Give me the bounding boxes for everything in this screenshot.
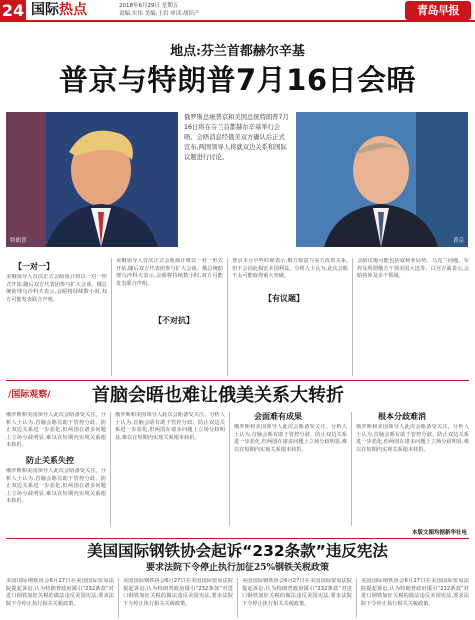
photo-putin — [296, 112, 468, 247]
section-highlight: 热点 — [59, 2, 87, 18]
photo-band — [6, 112, 468, 247]
column-divider — [227, 258, 228, 376]
story2-left-title: 防止关系失控 — [26, 456, 74, 465]
story1-section-2-title: 【不对抗】 — [154, 316, 194, 325]
story3-text-1: 美国国际钢铁协会6月27日在美国国际贸易法院提起诉讼,认为特朗普政府援引“232条款”对进口钢铁加征关税的做法违反美国宪法,要求法院下令停止执行相关关税政策。 — [6, 578, 114, 607]
story2-tag: /国际观察/ — [8, 390, 51, 400]
story1-section-1-title: 【一对一】 — [14, 262, 54, 271]
story1-section-1-text: 美俄领导人首次正式会晤预计将以一对一形式开始,随后双方代表团参与扩大会谈。俄总统助理乌沙科夫表示,会晤将持续数小时,双方可能发表联合声明。 — [6, 274, 107, 303]
column-divider — [111, 258, 112, 376]
putin-portrait-icon — [296, 112, 468, 247]
story2-byline: 本版文图均据新华社电 — [411, 530, 467, 536]
column-divider — [110, 412, 111, 526]
story3-text-3: 美国国际钢铁协会6月27日在美国国际贸易法院提起诉讼,认为特朗普政府援引“232条款”对进口钢铁加征关税的做法违反美国宪法,要求法院下令停止执行相关关税政策。 — [242, 578, 352, 607]
issue-editors: 责编:实伟 美编:王岩 审读:胡识产 — [119, 11, 200, 17]
section-name — [31, 2, 87, 19]
story1-lead: 俄罗斯总统普京和美国总统特朗普7月16日将在芬兰首都赫尔辛基举行会晤。会晤消息经俄美双方确认后正式宣布,两国领导人将就双边关系和国际议题进行讨论。 — [184, 114, 289, 161]
story1-section-3-text: 会晤议题可能包括叙利亚局势、乌克兰问题、军控及所谓俄方干预美国大选等。白宫方面表示,会晤将涉及多个领域。 — [357, 258, 469, 280]
section-prefix: 国际 — [31, 2, 59, 18]
story2-right-title: 会面难有成果 — [254, 412, 302, 421]
story2-text-3: 俄罗斯和美国领导人此次会晤备受关注。分析人士认为,首脑会晤有助于管控分歧、防止双边关系进一步恶化,但两国在诸多问题上立场分歧明显,难以在短期内实现关系根本转折。 — [115, 412, 225, 441]
story1-headline: 普京与特朗普7月16日会晤 — [58, 63, 417, 97]
issue-date: 2018年6月29日 星期五 — [119, 3, 179, 9]
column-divider — [237, 578, 238, 618]
section-divider — [6, 538, 469, 539]
story3-text-4: 美国国际钢铁协会6月27日在美国国际贸易法院提起诉讼,认为特朗普政府援引“232条款”对进口钢铁加征关税的做法违反美国宪法,要求法院下令停止执行相关关税政策。 — [361, 578, 469, 607]
column-divider — [351, 412, 352, 526]
newspaper-logo: 青岛早报 — [405, 1, 471, 20]
photo-trump — [6, 112, 178, 247]
story1-continuation-1: 美俄领导人首次正式会晤预计将以一对一形式开始,随后双方代表团参与扩大会谈。俄总统助理乌沙科夫表示,会晤将持续数小时,双方可能发表联合声明。 — [116, 258, 223, 287]
story1-section-3-title: 【有议题】 — [264, 294, 304, 303]
story3-headline: 美国国际钢铁协会起诉“232条款”违反宪法 — [87, 542, 388, 560]
story2-text-2: 俄罗斯和美国领导人此次会晤备受关注。分析人士认为,首脑会晤有助于管控分歧、防止双边关系进一步恶化,但两国在诸多问题上立场分歧明显,难以在短期内实现关系根本转折。 — [6, 468, 106, 505]
photo-right-caption: 普京 — [452, 238, 464, 244]
page-header — [0, 0, 475, 22]
photo-left-caption: 特朗普 — [10, 238, 27, 244]
story1-kicker: 地点:芬兰首都赫尔辛基 — [170, 44, 305, 59]
column-divider — [352, 258, 353, 376]
issue-meta — [119, 2, 200, 18]
column-divider — [356, 578, 357, 618]
story2-far-title: 根本分歧难消 — [378, 412, 426, 421]
page-number: 24 — [1, 1, 25, 20]
story2-text-1: 俄罗斯和美国领导人此次会晤备受关注。分析人士认为,首脑会晤有助于管控分歧、防止双边关系进一步恶化,但两国在诸多问题上立场分歧明显,难以在短期内实现关系根本转折。 — [6, 412, 106, 449]
story2-text-4: 俄罗斯和美国领导人此次会晤备受关注。分析人士认为,首脑会晤有助于管控分歧、防止双边关系进一步恶化,但两国在诸多问题上立场分歧明显,难以在短期内实现关系根本转折。 — [234, 424, 347, 453]
story1-section-2-text: 普京本月早些时候表示,俄方愿意与美方改善关系,但不会因此损害本国利益。分析人士认为,此次会晤不太可能取得重大突破。 — [232, 258, 348, 280]
column-divider — [118, 578, 119, 618]
story2-text-5: 俄罗斯和美国领导人此次会晤备受关注。分析人士认为,首脑会晤有助于管控分歧、防止双边关系进一步恶化,但两国在诸多问题上立场分歧明显,难以在短期内实现关系根本转折。 — [356, 424, 469, 453]
story3-text-2: 美国国际钢铁协会6月27日在美国国际贸易法院提起诉讼,认为特朗普政府援引“232条款”对进口钢铁加征关税的做法违反美国宪法,要求法院下令停止执行相关关税政策。 — [123, 578, 233, 607]
story3-subhead: 要求法院下令停止执行加征25%钢铁关税政策 — [145, 563, 330, 573]
trump-portrait-icon — [6, 112, 178, 247]
story2-headline: 首脑会晤也难让俄美关系大转折 — [92, 385, 344, 406]
column-divider — [229, 412, 230, 526]
section-divider — [6, 380, 469, 381]
